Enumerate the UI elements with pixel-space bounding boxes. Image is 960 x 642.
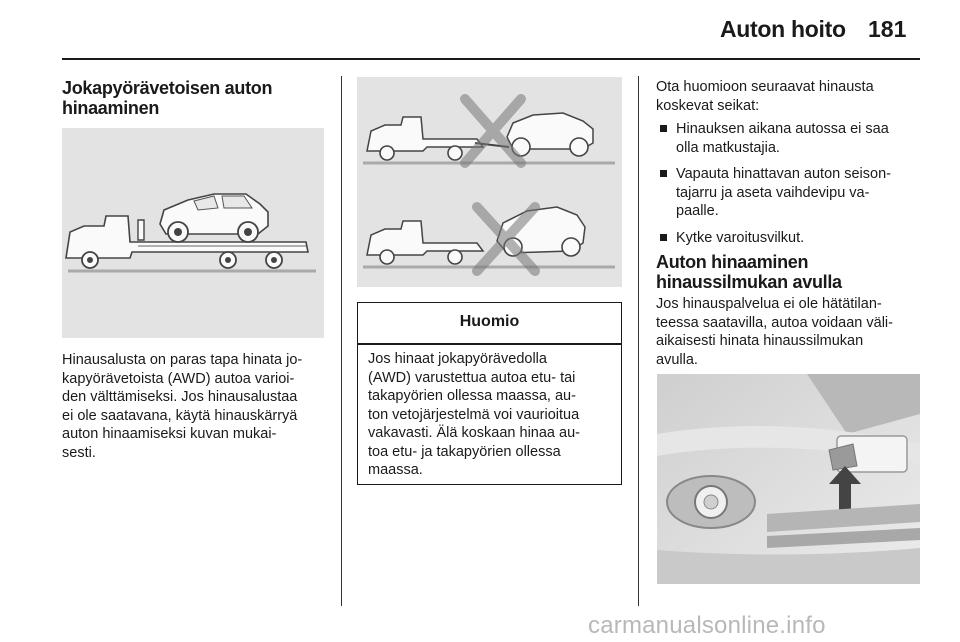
paragraph-line: aikaisesti hinata hinaussilmukan — [656, 333, 864, 349]
heading-line: hinaussilmukan avulla — [656, 272, 842, 292]
list-item — [660, 120, 891, 157]
caution-note-divider — [358, 343, 621, 345]
awd-towing-paragraph — [62, 351, 302, 462]
note-line: maassa. — [368, 462, 423, 478]
section-heading-towing-eye — [656, 252, 842, 292]
running-header-title: Auton hoito — [720, 16, 846, 42]
list-item-line: tajarru ja aseta vaihdevipu va- — [676, 184, 870, 201]
note-line: Jos hinaat jokapyörävedolla — [368, 351, 547, 367]
paragraph-line: Ota huomioon seuraavat hinausta — [656, 79, 874, 95]
caution-note-body — [368, 350, 580, 480]
column-divider-left — [341, 76, 342, 606]
flatbed-tow-figure — [62, 128, 324, 338]
column-divider-right — [638, 76, 639, 606]
note-line: ton vetojärjestelmä voi vaurioitua — [368, 406, 580, 423]
front-bumper-towing-eye-cover-photo-icon — [657, 374, 920, 584]
list-item-line: Kytke varoitusvilkut. — [676, 229, 805, 246]
paragraph-line: den välttämiseksi. Jos hinausalustaa — [62, 389, 298, 405]
towing-eye-paragraph — [656, 295, 893, 369]
bullet-square-icon — [660, 170, 667, 177]
paragraph-line: kapyörävetoista (AWD) autoa varioi- — [62, 370, 295, 387]
paragraph-line: sesti. — [62, 444, 96, 461]
towing-intro-paragraph — [656, 78, 874, 115]
prohibited-towing-methods-illustration-icon — [357, 77, 622, 287]
section-heading-awd-towing — [62, 78, 272, 118]
list-item — [660, 229, 891, 248]
list-item-line: Vapauta hinattavan auton seison- — [676, 166, 891, 182]
paragraph-line: Jos hinauspalvelua ei ole hätätilan- — [656, 296, 882, 312]
bullet-square-icon — [660, 234, 667, 241]
list-item-line: olla matkustajia. — [676, 139, 780, 156]
caution-note-box — [357, 302, 622, 485]
bullet-square-icon — [660, 125, 667, 132]
note-line: takapyörien ollessa maassa, au- — [368, 388, 576, 404]
front-bumper-photo — [657, 374, 920, 584]
header-rule — [62, 58, 920, 60]
list-item-line: Hinauksen aikana autossa ei saa — [676, 121, 889, 137]
paragraph-line: teessa saatavilla, autoa voidaan väli- — [656, 314, 893, 331]
paragraph-line: avulla. — [656, 351, 698, 368]
heading-line: hinaaminen — [62, 98, 160, 118]
heading-line: Auton hinaaminen — [656, 252, 809, 272]
prohibited-towing-figure — [357, 77, 622, 287]
tow-truck-flatbed-illustration-icon — [62, 128, 324, 338]
paragraph-line: ei ole saatavana, käytä hinauskärryä — [62, 407, 298, 424]
list-item — [660, 165, 891, 221]
caution-note-title: Huomio — [459, 313, 520, 330]
heading-line: Jokapyörävetoisen auton — [62, 78, 273, 98]
paragraph-line: koskevat seikat: — [656, 97, 760, 114]
page-number: 181 — [868, 16, 907, 42]
site-watermark: carmanualsonline.info — [588, 612, 826, 639]
list-item-line: paalle. — [676, 203, 719, 219]
towing-checklist — [660, 120, 891, 255]
paragraph-line: Hinausalusta on paras tapa hinata jo- — [62, 352, 303, 368]
note-line: vakavasti. Älä koskaan hinaa au- — [368, 425, 580, 441]
note-line: (AWD) varustettua autoa etu- tai — [368, 369, 576, 386]
paragraph-line: auton hinaamiseksi kuvan mukai- — [62, 426, 277, 442]
note-line: toa etu- ja takapyörien ollessa — [368, 443, 561, 460]
